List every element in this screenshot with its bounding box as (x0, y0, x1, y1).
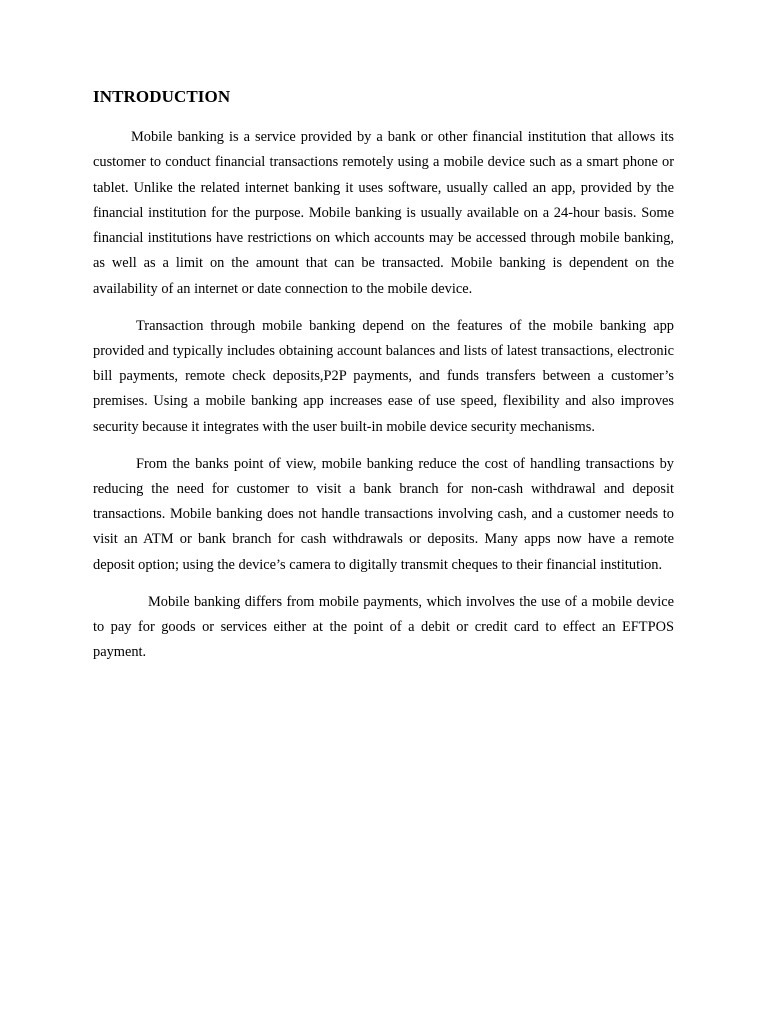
paragraph-1: Mobile banking is a service provided by a bank or other financial institution that allows its customer to conduct financial transactions remotely using a mobile device such as a smart phone or tablet. Unlike the related internet banking it uses software, usually called an app, provided by the financial institution for the purpose. Mobile banking is usually available on a 24-hour basis. Some financial institutions have restrictions on which accounts may be accessed through mobile banking, as well as a limit on the amount that can be transacted. Mobile banking is dependent on the availability of an internet or date connection to the mobile device. (93, 129, 674, 297)
paragraph-4: Mobile banking differs from mobile payments, which involves the use of a mobile device to pay for goods or services either at the point of a debit or credit card to effect an EFTPOS payment. (93, 593, 674, 661)
paragraph-2: Transaction through mobile banking depend on the features of the mobile banking app provided and typically includes obtaining account balances and lists of latest transactions, electronic bill payments, remote check deposits,P2P payments, and funds transfers between a customer’s premises. Using a mobile banking app increases ease of use speed, flexibility and also improves security because it integrates with the user built-in mobile device security mechanisms. (93, 317, 674, 435)
paragraph-3: From the banks point of view, mobile banking reduce the cost of handling transactions by reducing the need for customer to visit a bank branch for non-cash withdrawal and deposit transactions. Mobile banking does not handle transactions involving cash, and a customer needs to visit an ATM or bank branch for cash withdrawals or deposits. Many apps now have a remote deposit option; using the device’s camera to digitally transmit cheques to their financial institution. (93, 455, 674, 573)
section-heading: INTRODUCTION (93, 87, 231, 106)
document-body (93, 86, 674, 677)
